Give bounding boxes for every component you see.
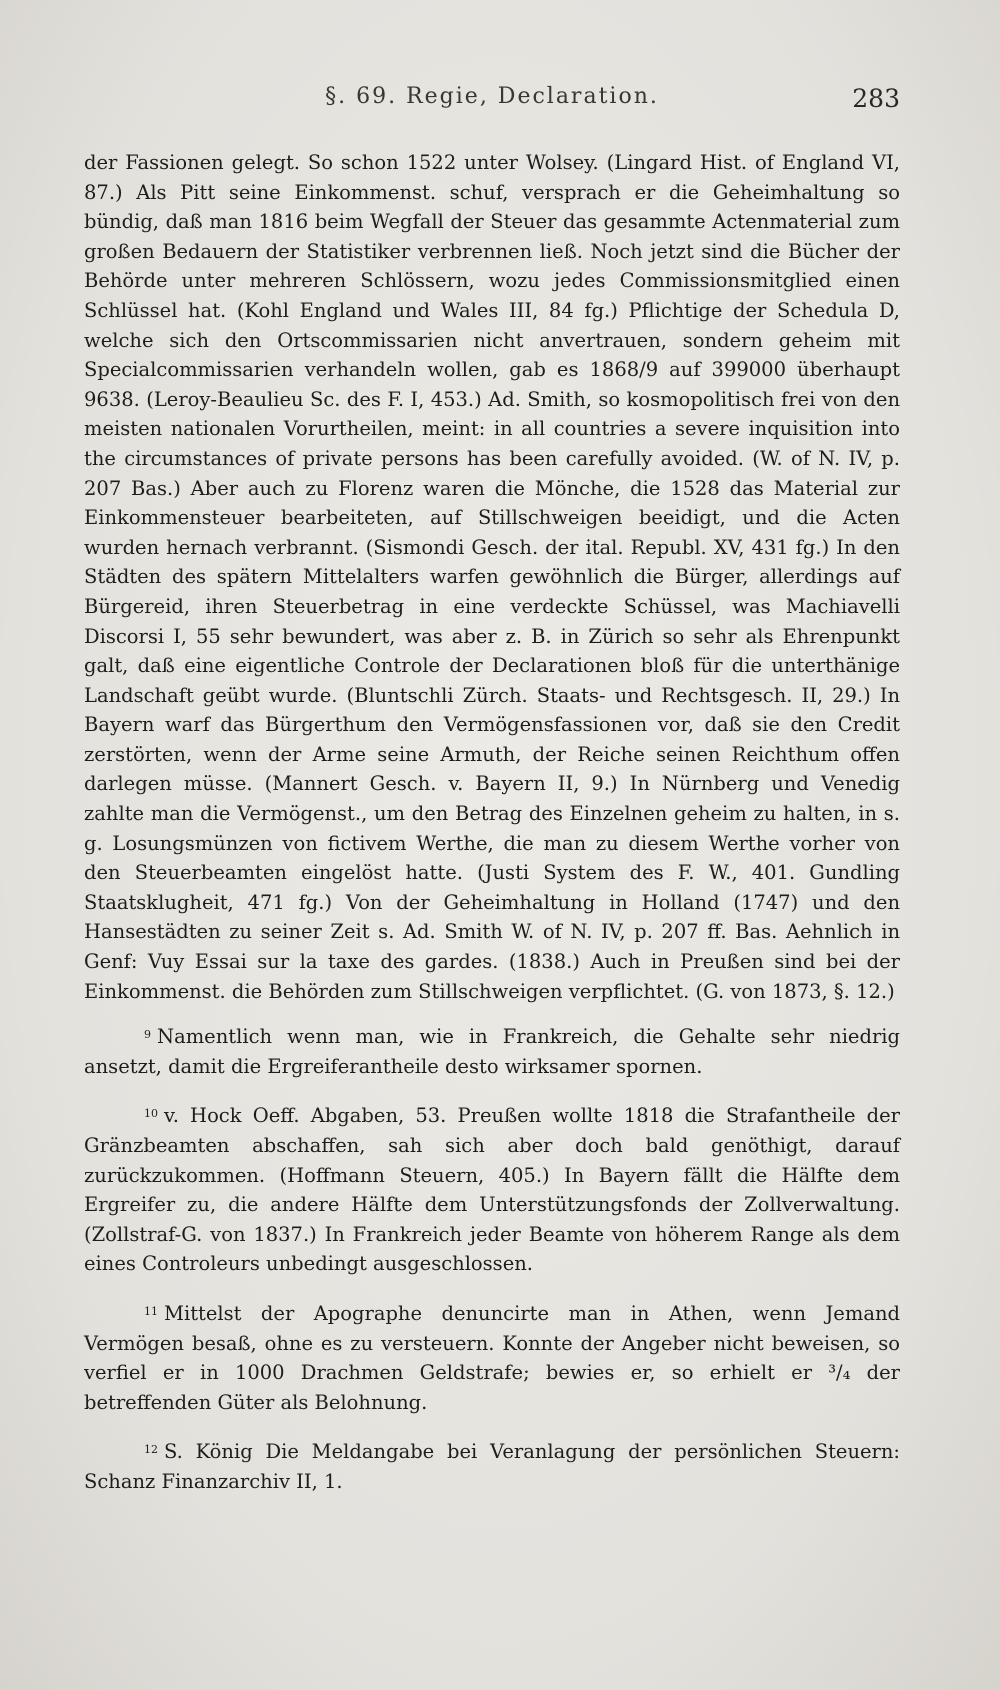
footnote-text: S. König Die Meldangabe bei Veranlagung der persönlichen Steuern: Schanz Finanzarchiv II, 1. (84, 1440, 900, 1493)
footnote-marker: 10 (144, 1107, 158, 1121)
footnote-text: Mittelst der Apographe denuncirte man in Athen, wenn Jemand Vermögen besaß, ohne es zu versteuern. Konnte der Angeber nicht beweisen, so verfiel er in 1000 Drachmen Geldstrafe; bewies er, so erhielt er ³/₄ der betreffenden Güter als Belohnung. (84, 1301, 900, 1414)
footnote-text: v. Hock Oeff. Abgaben, 53. Preußen wollte 1818 die Strafantheile der Gränzbeamten abschaffen, sah sich aber doch bald genöthigt, darauf zurückzukommen. (Hoffmann Steuern, 405.) In Bayern fällt die Hälfte dem Ergreifer zu, die andere Hälfte dem Unterstützungsfonds der Zollverwaltung. (Zollstraf-G. von 1837.) In Frankreich jeder Beamte von höherem Range als dem eines Controleurs unbedingt ausgeschlossen. (84, 1104, 900, 1276)
footnote-10 (84, 1099, 900, 1279)
continued-paragraph: der Fassionen gelegt. So schon 1522 unter Wolsey. (Lingard Hist. of England VI, 87.) Als Pitt seine Einkommenst. schuf, versprach er die Geheimhaltung so bündig, daß man 1816 beim Wegfall der Steuer das gesammte Actenmaterial zum großen Bedauern der Statistiker verbrennen ließ. Noch jetzt sind die Bücher der Behörde unter mehreren Schlössern, wozu jedes Commissionsmitglied einen Schlüssel hat. (Kohl England und Wales III, 84 fg.) Pflichtige der Schedula D, welche sich den Ortscommissarien nicht anvertrauen, sondern geheim mit Specialcommissarien verhandeln wollen, gab es 1868/9 auf 399000 überhaupt 9638. (Leroy-Beaulieu Sc. des F. I, 453.) Ad. Smith, so kosmopolitisch frei von den meisten nationalen Vorurtheilen, meint: in all countries a severe inquisition into the circumstances of private persons has been carefully avoided. (W. of N. IV, p. 207 Bas.) Aber auch zu Florenz waren die Mönche, die 1528 das Material zur Einkommensteuer bearbeiteten, auf Stillschweigen beeidigt, und die Acten wurden hernach verbrannt. (Sismondi Gesch. der ital. Republ. XV, 431 fg.) In den Städten des spätern Mittelalters warfen gewöhnlich die Bürger, allerdings auf Bürgereid, ihren Steuerbetrag in eine verdeckte Schüssel, was Machiavelli Discorsi I, 55 sehr bewundert, was aber z. B. in Zürich so sehr als Ehrenpunkt galt, daß eine eigentliche Controle der Declarationen bloß für die unterthänige Landschaft geübt wurde. (Bluntschli Zürch. Staats- und Rechtsgesch. II, 29.) In Bayern warf das Bürgerthum den Vermögensfassionen vor, daß sie den Credit zerstörten, wenn der Arme seine Armuth, der Reiche seinen Reichthum offen darlegen müsse. (Mannert Gesch. v. Bayern II, 9.) In Nürnberg und Venedig zahlte man die Vermögenst., um den Betrag des Einzelnen geheim zu halten, in s. g. Losungsmünzen von fictivem Werthe, die man zu diesem Werthe vorher von den Steuerbeamten eingelöst hatte. (Justi System des F. W., 401. Gundling Staatsklugheit, 471 fg.) Von der Geheimhaltung in Holland (1747) und den Hansestädten zu seiner Zeit s. Ad. Smith W. of N. IV, p. 207 ff. Bas. Aehnlich in Genf: Vuy Essai sur la taxe des gardes. (1838.) Auch in Preußen sind bei der Einkommenst. die Behörden zum Stillschweigen verpflichtet. (G. von 1873, §. 12.) (84, 151, 900, 1003)
footnote-marker: 12 (144, 1443, 158, 1457)
footnote-12 (84, 1435, 900, 1496)
page-number: 283 (852, 84, 900, 113)
page-body (84, 148, 900, 1497)
footnote-marker: 9 (144, 1028, 151, 1042)
footnote-text: Namentlich wenn man, wie in Frankreich, die Gehalte sehr niedrig ansetzt, damit die Ergreiferantheile desto wirksamer spornen. (84, 1025, 900, 1078)
footnote-11 (84, 1297, 900, 1417)
running-head (84, 84, 900, 124)
footnote-9 (84, 1020, 900, 1081)
footnote-marker: 11 (144, 1304, 158, 1318)
running-title: §. 69. Regie, Declaration. (325, 84, 659, 109)
